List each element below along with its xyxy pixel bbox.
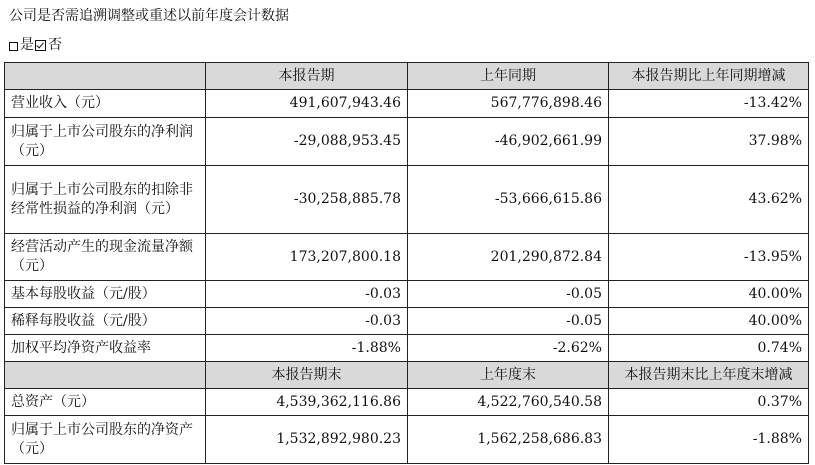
table-row — [5, 416, 809, 464]
row-label: 归属于上市公司股东的扣除非经常性损益的净利润（元） — [5, 166, 206, 234]
table-row — [5, 118, 809, 166]
financial-data-table — [4, 62, 809, 464]
prior-value: 567,776,898.46 — [408, 90, 609, 118]
period-end-value: 1,532,892,980.23 — [206, 416, 408, 464]
current-value: -29,088,953.45 — [206, 118, 408, 166]
change-value: -13.95% — [609, 234, 809, 281]
prior-value: -0.05 — [408, 308, 609, 335]
prior-value: -2.62% — [408, 335, 609, 362]
prior-value: -53,666,615.86 — [408, 166, 609, 234]
row-label: 营业收入（元） — [5, 90, 206, 118]
table-row — [5, 234, 809, 281]
change-value: 40.00% — [609, 281, 809, 308]
prior-value: 201,290,872.84 — [408, 234, 609, 281]
disclosure-question: 公司是否需追溯调整或重述以前年度会计数据 — [9, 8, 289, 24]
change-value: 0.37% — [609, 389, 809, 416]
row-label: 加权平均净资产收益率 — [5, 335, 206, 362]
period-end-value: 4,539,362,116.86 — [206, 389, 408, 416]
row-label: 归属于上市公司股东的净利润（元） — [5, 118, 206, 166]
header-cell-change: 本报告期末比上年度末增减 — [609, 362, 809, 389]
table-row — [5, 166, 809, 234]
header-cell-current-period: 本报告期 — [206, 63, 408, 90]
current-value: -0.03 — [206, 281, 408, 308]
change-value: -1.88% — [609, 416, 809, 464]
table-row — [5, 389, 809, 416]
table-header-row — [5, 362, 809, 389]
prior-value: -46,902,661.99 — [408, 118, 609, 166]
disclosure-answer — [9, 36, 62, 54]
header-cell-prior-period: 上年同期 — [408, 63, 609, 90]
header-cell-blank — [5, 63, 206, 90]
row-label: 稀释每股收益（元/股） — [5, 308, 206, 335]
header-cell-period-end: 本报告期末 — [206, 362, 408, 389]
row-label: 归属于上市公司股东的净资产（元） — [5, 416, 206, 464]
change-value: 37.98% — [609, 118, 809, 166]
row-label: 总资产（元） — [5, 389, 206, 416]
table-row — [5, 281, 809, 308]
row-label: 经营活动产生的现金流量净额（元） — [5, 234, 206, 281]
row-label: 基本每股收益（元/股） — [5, 281, 206, 308]
header-cell-prior-year-end: 上年度末 — [408, 362, 609, 389]
current-value: 173,207,800.18 — [206, 234, 408, 281]
table-header-row — [5, 63, 809, 90]
table-row — [5, 90, 809, 118]
unchecked-checkbox-icon — [9, 42, 18, 51]
change-value: 40.00% — [609, 308, 809, 335]
header-cell-blank — [5, 362, 206, 389]
table-row — [5, 335, 809, 362]
change-value: 0.74% — [609, 335, 809, 362]
current-value: -1.88% — [206, 335, 408, 362]
change-value: -13.42% — [609, 90, 809, 118]
no-option-label: 否 — [48, 37, 62, 53]
table-row — [5, 308, 809, 335]
prior-year-end-value: 1,562,258,686.83 — [408, 416, 609, 464]
prior-year-end-value: 4,522,760,540.58 — [408, 389, 609, 416]
header-cell-change: 本报告期比上年同期增减 — [609, 63, 809, 90]
current-value: -30,258,885.78 — [206, 166, 408, 234]
change-value: 43.62% — [609, 166, 809, 234]
current-value: -0.03 — [206, 308, 408, 335]
checked-checkbox-icon — [35, 40, 46, 51]
current-value: 491,607,943.46 — [206, 90, 408, 118]
prior-value: -0.05 — [408, 281, 609, 308]
yes-option-label: 是 — [20, 37, 34, 53]
